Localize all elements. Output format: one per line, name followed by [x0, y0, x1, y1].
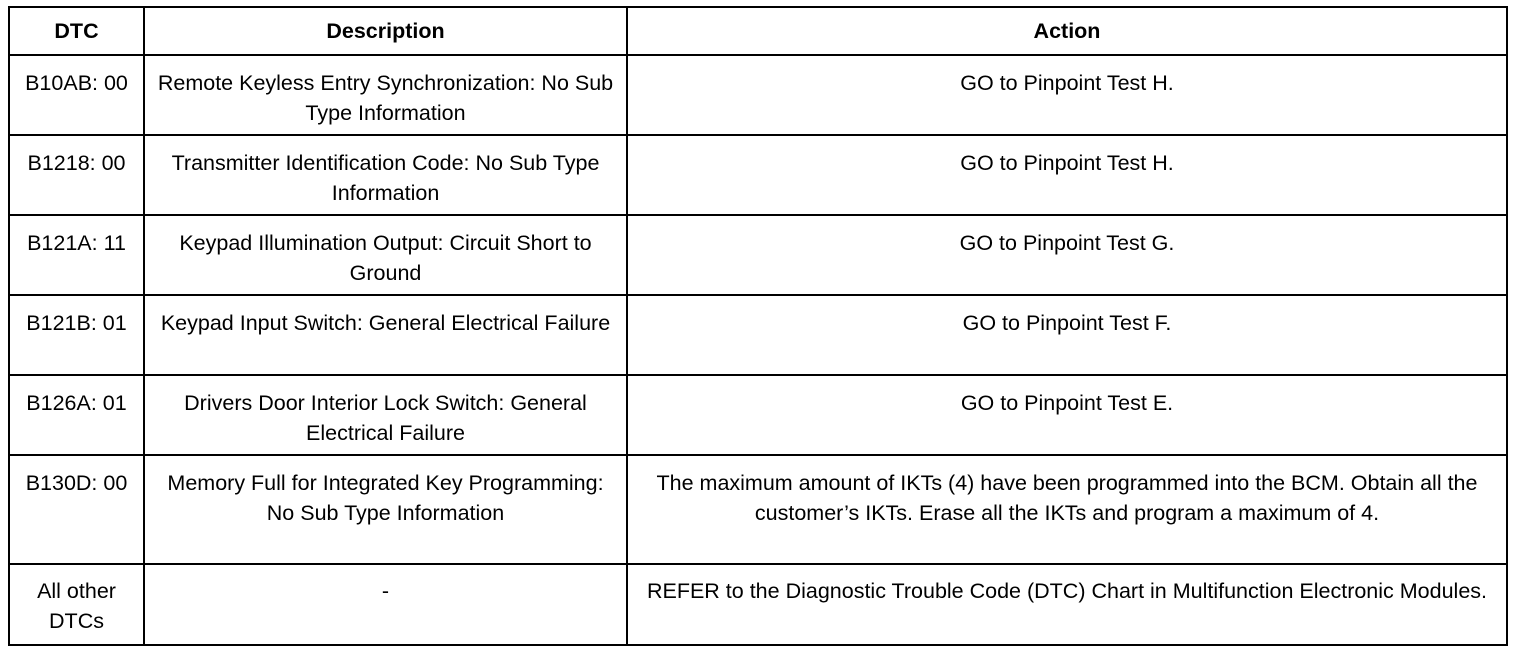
dtc-cell: B130D: 00	[9, 455, 144, 564]
table-row	[9, 135, 1507, 215]
dtc-cell: B121B: 01	[9, 295, 144, 375]
table-row	[9, 295, 1507, 375]
description-cell: Keypad Illumination Output: Circuit Short to Ground	[144, 215, 627, 295]
description-cell: Remote Keyless Entry Synchronization: No Sub Type Information	[144, 55, 627, 135]
dtc-cell: B121A: 11	[9, 215, 144, 295]
table-row	[9, 564, 1507, 645]
description-cell: Keypad Input Switch: General Electrical Failure	[144, 295, 627, 375]
action-cell: REFER to the Diagnostic Trouble Code (DTC) Chart in Multifunction Electronic Modules.	[627, 564, 1507, 645]
description-cell: -	[144, 564, 627, 645]
table-row	[9, 455, 1507, 564]
table-body	[9, 55, 1507, 645]
dtc-cell: B1218: 00	[9, 135, 144, 215]
column-header-description: Description	[144, 7, 627, 55]
description-cell: Drivers Door Interior Lock Switch: General Electrical Failure	[144, 375, 627, 455]
action-cell: GO to Pinpoint Test G.	[627, 215, 1507, 295]
column-header-action: Action	[627, 7, 1507, 55]
description-cell: Memory Full for Integrated Key Programming: No Sub Type Information	[144, 455, 627, 564]
action-cell: GO to Pinpoint Test H.	[627, 135, 1507, 215]
action-cell: GO to Pinpoint Test H.	[627, 55, 1507, 135]
table-row	[9, 375, 1507, 455]
table-header	[9, 7, 1507, 55]
header-row	[9, 7, 1507, 55]
dtc-cell: B10AB: 00	[9, 55, 144, 135]
description-cell: Transmitter Identification Code: No Sub Type Information	[144, 135, 627, 215]
table-row	[9, 215, 1507, 295]
dtc-cell: All other DTCs	[9, 564, 144, 645]
action-cell: GO to Pinpoint Test F.	[627, 295, 1507, 375]
action-cell: GO to Pinpoint Test E.	[627, 375, 1507, 455]
dtc-table	[8, 6, 1508, 646]
action-cell: The maximum amount of IKTs (4) have been programmed into the BCM. Obtain all the customer’s IKTs. Erase all the IKTs and program a maximum of 4.	[627, 455, 1507, 564]
table-row	[9, 55, 1507, 135]
dtc-cell: B126A: 01	[9, 375, 144, 455]
column-header-dtc: DTC	[9, 7, 144, 55]
